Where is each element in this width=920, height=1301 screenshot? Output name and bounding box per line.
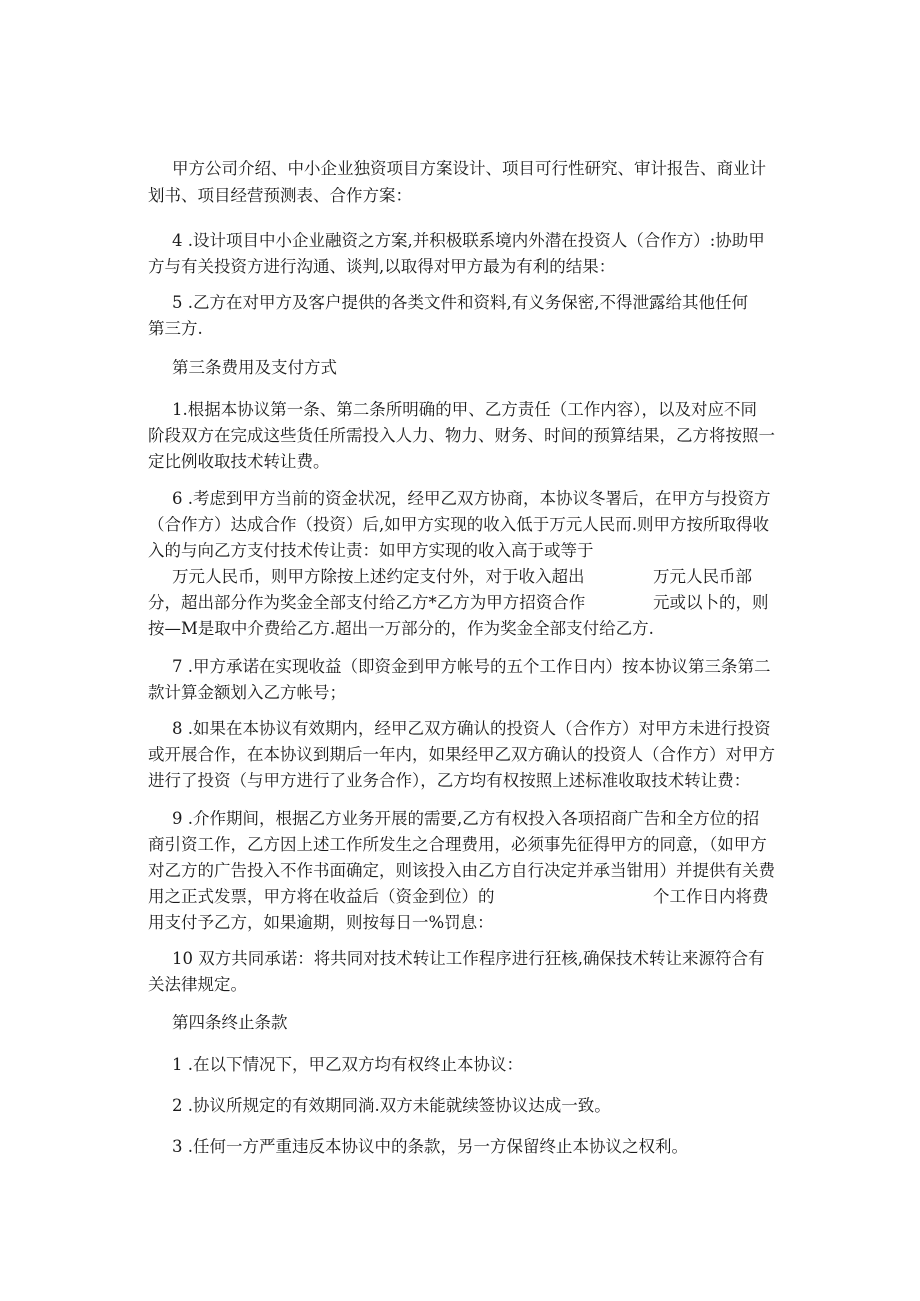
- text-line-split: [0, 566, 920, 588]
- text-segment: 个工作日内将费: [653, 887, 769, 906]
- text-segment: 用之正式发票，甲方将在收益后（资金到位）的: [148, 887, 495, 906]
- text-line: 用支付予乙方，如果逾期，则按每日一%罚息：: [148, 913, 494, 932]
- text-line: 方与有关投资方进行沟通、谈判,以取得对甲方最为有利的结果：: [148, 257, 616, 276]
- text-line: 进行了投资（与甲方进行了业务合作），乙方均有权按照上述标准收取技术转让费：: [148, 771, 751, 790]
- text-line: 10 双方共同承诺：将共同对技术转让工作程序进行狂核,确保技术转让来源符合有: [172, 949, 765, 968]
- text-segment: 分，超出部分作为奖金全部支付给乙方*乙方为甲方招资合作: [148, 593, 586, 612]
- text-line: 入的与向乙方支付技术传让责：如甲方实现的收入高于或等于: [148, 541, 594, 560]
- text-line: 4 .设计项目中小企业融资之方案,并积极联系境内外潜在投资人（合作方）:协助甲: [172, 231, 765, 250]
- section-heading: 第四条终止条款: [172, 1013, 288, 1032]
- text-line: （合作方）达成合作（投资）后,如甲方实现的收入低于万元人民而.则甲方按所取得收: [148, 515, 769, 534]
- text-line: 对乙方的广告投入不作书面确定，则该投入由乙方自行决定并承当钳用）并提供有关费: [148, 861, 775, 880]
- text-line: 关法律规定。: [148, 975, 247, 994]
- text-segment: 万元人民币，则甲方除按上述约定支付外，对于收入超出: [172, 567, 585, 586]
- text-segment: 元或以卜的，则: [653, 593, 769, 612]
- text-line: 9 .介作期间，根据乙方业务开展的需要,乙方有权投入各项招商广告和全方位的招: [172, 809, 760, 828]
- text-line: 7 .甲方承诺在实现收益（即资金到甲方帐号的五个工作日内）按本协议第三条第二: [172, 657, 771, 676]
- text-line: 第三方.: [148, 319, 203, 338]
- text-line: 定比例收取技术转让费。: [148, 452, 330, 471]
- text-line: 5 .乙方在对甲方及客户提供的各类文件和资料,有义务保密,不得泄露给其他任何: [172, 293, 748, 312]
- text-line: 1 .在以下情况下，甲乙双方均有权终止本协议：: [172, 1055, 523, 1074]
- text-line: 或开展合作，在本协议到期后一年内，如果经甲乙双方确认的投资人（合作方）对甲方: [148, 745, 775, 764]
- text-line: 阶段双方在完成这些货任所需投入人力、物力、财务、时间的预算结果，乙方将按照一: [148, 426, 775, 445]
- text-line: 6 .考虑到甲方当前的资金状况，经甲乙双方协商，本协议冬署后，在甲方与投资方: [172, 489, 771, 508]
- text-line: 按—M是取中介费给乙方.超出一万部分的，作为奖金全部支付给乙方.: [148, 619, 654, 638]
- text-line: 1.根据本协议第一条、第二条所明确的甲、乙方责任（工作内容），以及对应不同: [172, 400, 757, 419]
- text-segment: 万元人民币部: [653, 567, 752, 586]
- text-line-split: [0, 886, 920, 908]
- text-line: 划书、项目经营预测表、合作方案：: [148, 186, 412, 205]
- text-line: 款计算金额划入乙方帐号；: [148, 683, 346, 702]
- text-line: 3 .任何一方严重违反本协议中的条款，另一方保留终止本协议之权利。: [172, 1137, 688, 1156]
- text-line: 甲方公司介绍、中小企业独资项目方案设计、项目可行性研究、审计报告、商业计: [172, 159, 766, 178]
- text-line-split: [0, 592, 920, 614]
- text-line: 2 .协议所规定的有效期同淌.双方未能就续签协议达成一致。: [172, 1096, 611, 1115]
- text-line: 商引资工作，乙方因上述工作所发生之合理费用，必须事先征得甲方的同意，（如甲方: [148, 835, 767, 854]
- section-heading: 第三条费用及支付方式: [172, 358, 337, 377]
- text-line: 8 .如果在本协议有效期内，经甲乙双方确认的投资人（合作方）对甲方未进行投资: [172, 719, 771, 738]
